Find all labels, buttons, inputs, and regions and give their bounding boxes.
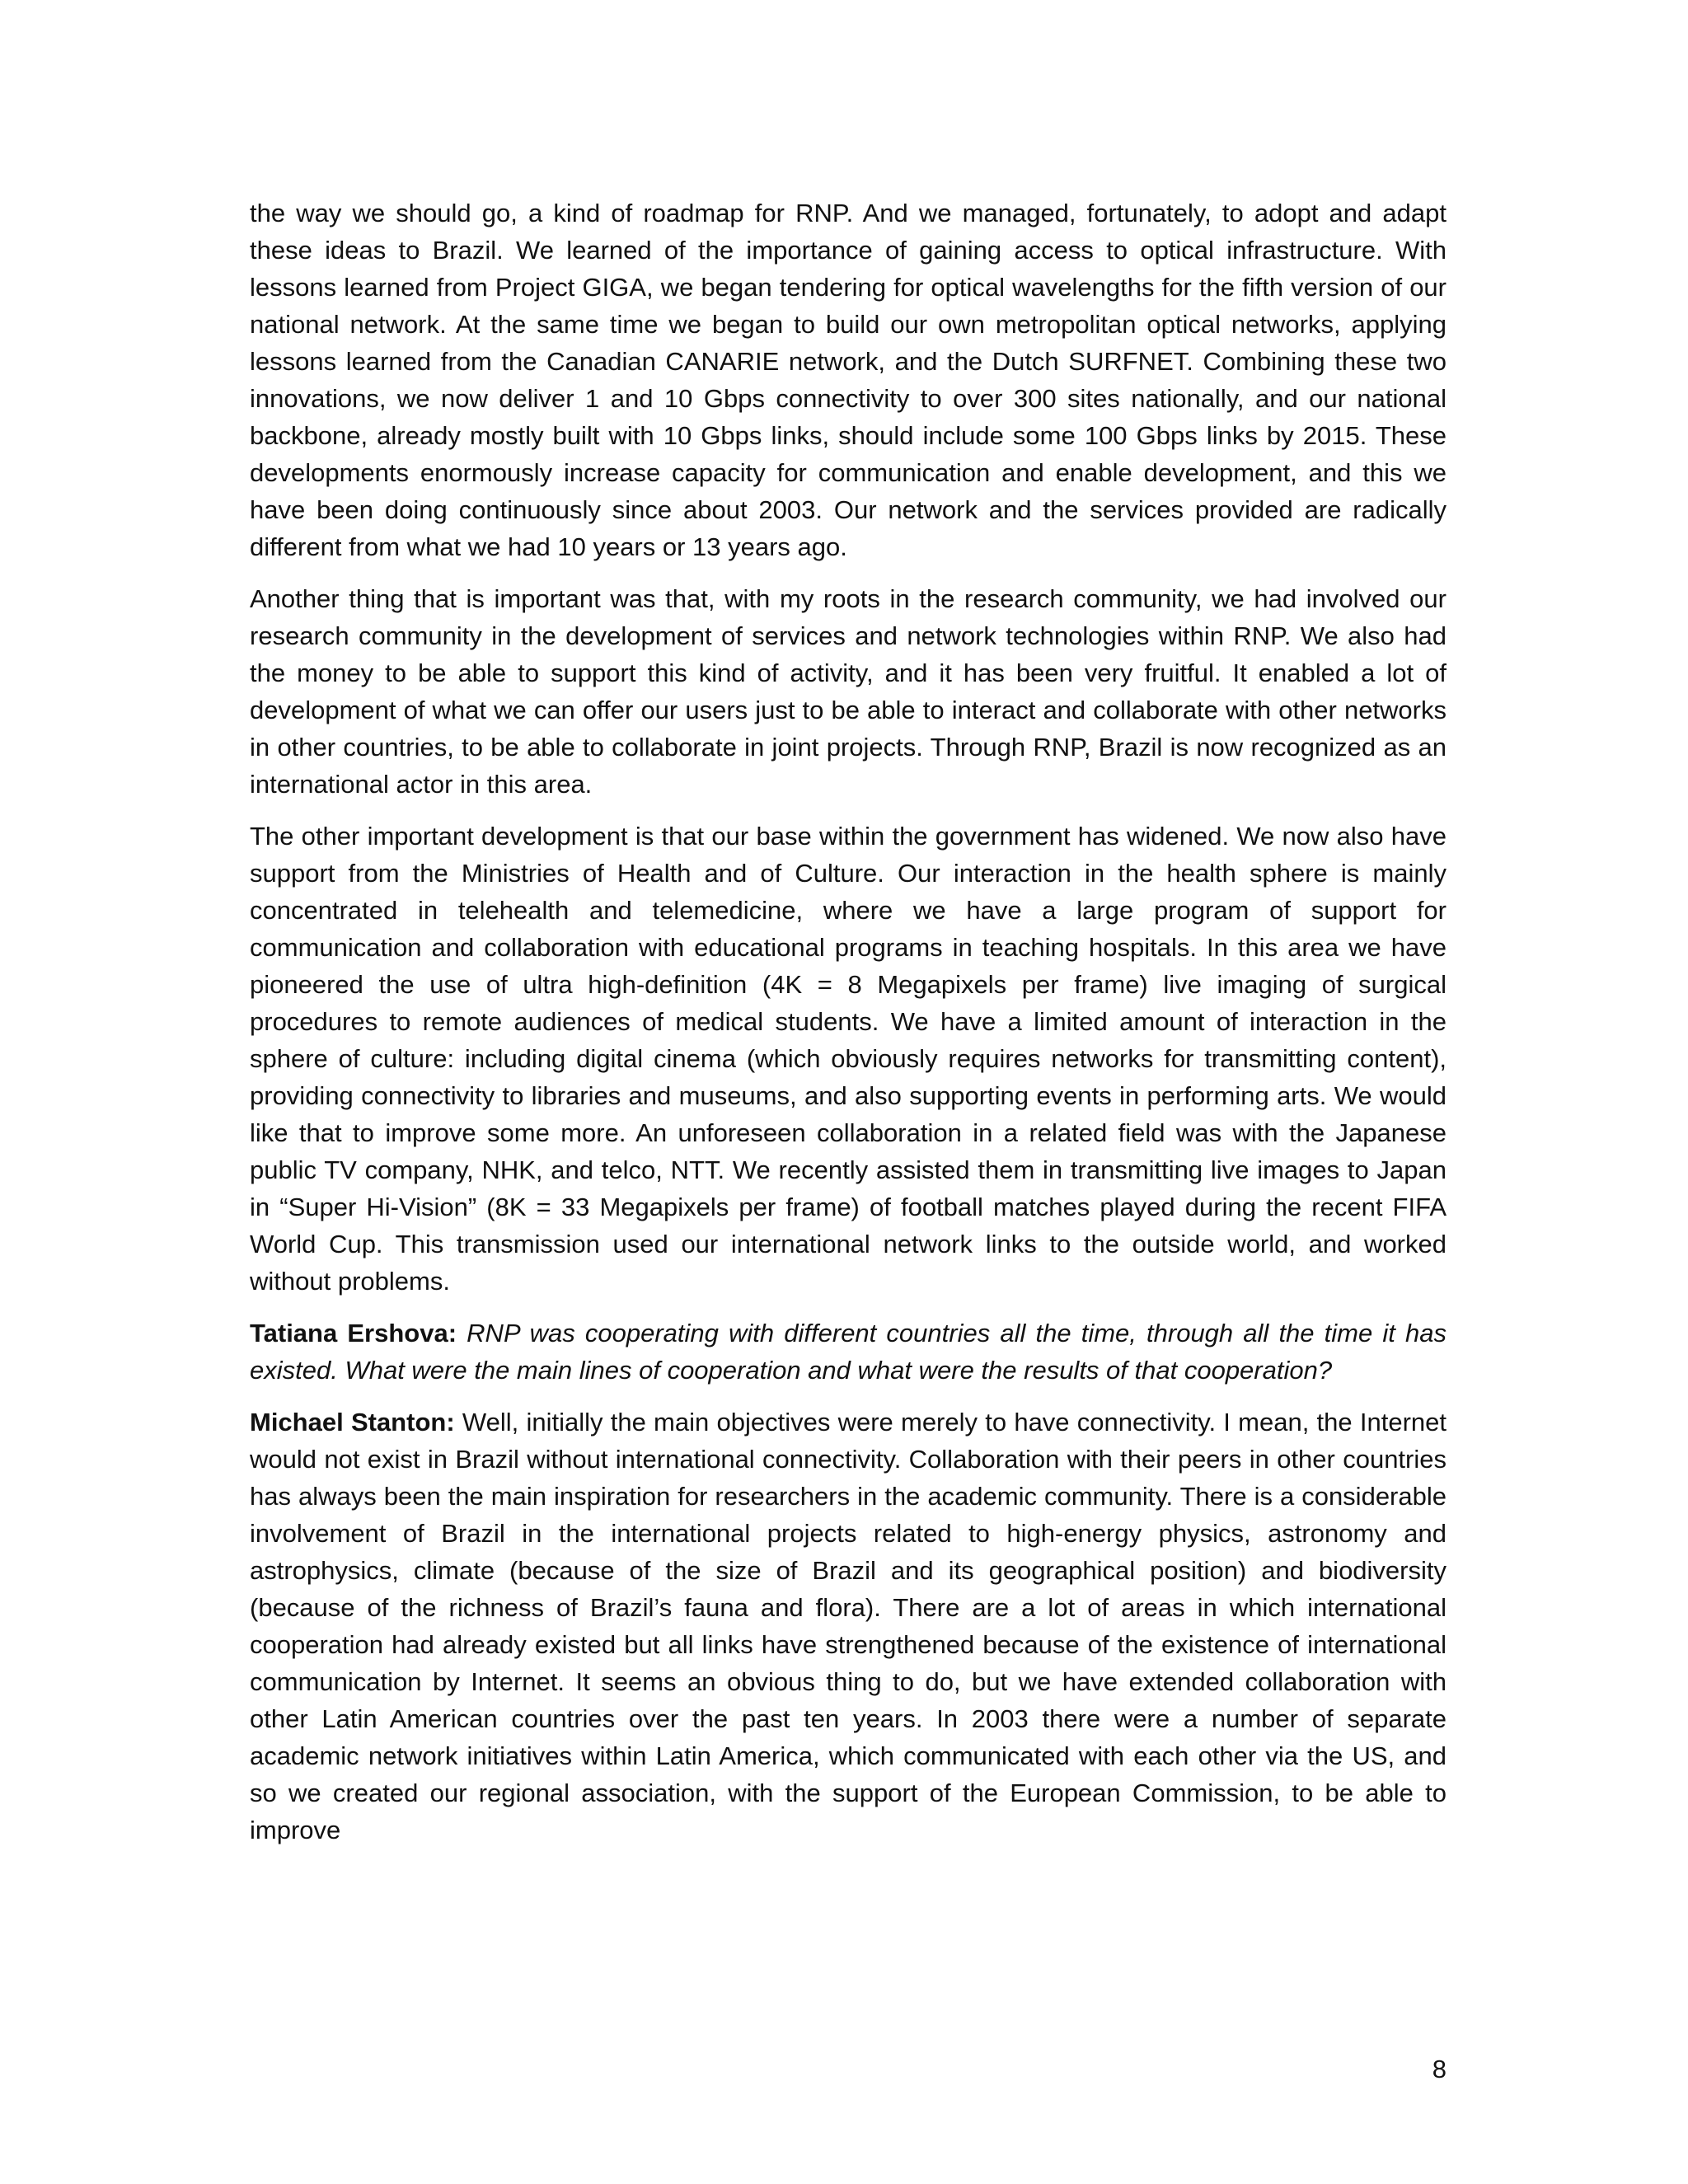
question-speaker: Tatiana Ershova: — [250, 1319, 457, 1347]
paragraph-roadmap: the way we should go, a kind of roadmap for RNP. And we managed, fortunately, to adopt and adapt these ideas to Brazil. We learned of the importance of gaining access to optical infrastructure. With lessons learned from Project GIGA, we began tendering for optical wavelengths for the fifth version of our national network. At the same time we began to build our own metropolitan optical networks, applying lessons learned from the Canadian CANARIE network, and the Dutch SURFNET. Combining these two innovations, we now deliver 1 and 10 Gbps connectivity to over 300 sites nationally, and our national backbone, already mostly built with 10 Gbps links, should include some 100 Gbps links by 2015. These developments enormously increase capacity for communication and enable development, and this we have been doing continuously since about 2003. Our network and the services provided are radically different from what we had 10 years or 13 years ago. — [250, 199, 1447, 561]
answer-text: Well, initially the main objectives were merely to have connectivity. I mean, the Internet would not exist in Brazil without international connectivity. Collaboration with their peers in other countries has always been the main inspiration for researchers in the academic community. There is a considerable involvement of Brazil in the international projects related to high-energy physics, astronomy and astrophysics, climate (because of the size of Brazil and its geographical position) and biodiversity (because of the richness of Brazil’s fauna and flora). There are a lot of areas in which international cooperation had already existed but all links have strengthened because of the existence of international communication by Internet. It seems an obvious thing to do, but we have extended collaboration with other Latin American countries over the past ten years. In 2003 there were a number of separate academic network initiatives within Latin America, which communicated with each other via the US, and so we created our regional association, with the support of the European Commission, to be able to improve — [250, 1408, 1447, 1844]
answer-speaker: Michael Stanton: — [250, 1408, 455, 1436]
page-number: 8 — [1432, 2055, 1447, 2083]
question-text: RNP was cooperating with different countries all the time, through all the time it has existed. What were the main lines of cooperation and what were the results of that cooperation? — [250, 1319, 1447, 1385]
paragraph-research-community: Another thing that is important was that, with my roots in the research community, we had involved our research community in the development of services and network technologies within RNP. We also had the money to be able to support this kind of activity, and it has been very fruitful. It enabled a lot of development of what we can offer our users just to be able to interact and collaborate with other networks in other countries, to be able to collaborate in joint projects. Through RNP, Brazil is now recognized as an international actor in this area. — [250, 584, 1447, 799]
interview-answer — [250, 1404, 1447, 1849]
interview-question — [250, 1315, 1447, 1389]
paragraph-government-support: The other important development is that our base within the government has widened. We now also have support from the Ministries of Health and of Culture. Our interaction in the health sphere is mainly concentrated in telehealth and telemedicine, where we have a large program of support for communication and collaboration with educational programs in teaching hospitals. In this area we have pioneered the use of ultra high-definition (4K = 8 Megapixels per frame) live imaging of surgical procedures to remote audiences of medical students. We have a limited amount of interaction in the sphere of culture: including digital cinema (which obviously requires networks for transmitting content), providing connectivity to libraries and museums, and also supporting events in performing arts. We would like that to improve some more. An unforeseen collaboration in a related field was with the Japanese public TV company, NHK, and telco, NTT. We recently assisted them in transmitting live images to Japan in “Super Hi-Vision” (8K = 33 Megapixels per frame) of football matches played during the recent FIFA World Cup. This transmission used our international network links to the outside world, and worked without problems. — [250, 822, 1447, 1296]
document-body — [250, 194, 1447, 1863]
